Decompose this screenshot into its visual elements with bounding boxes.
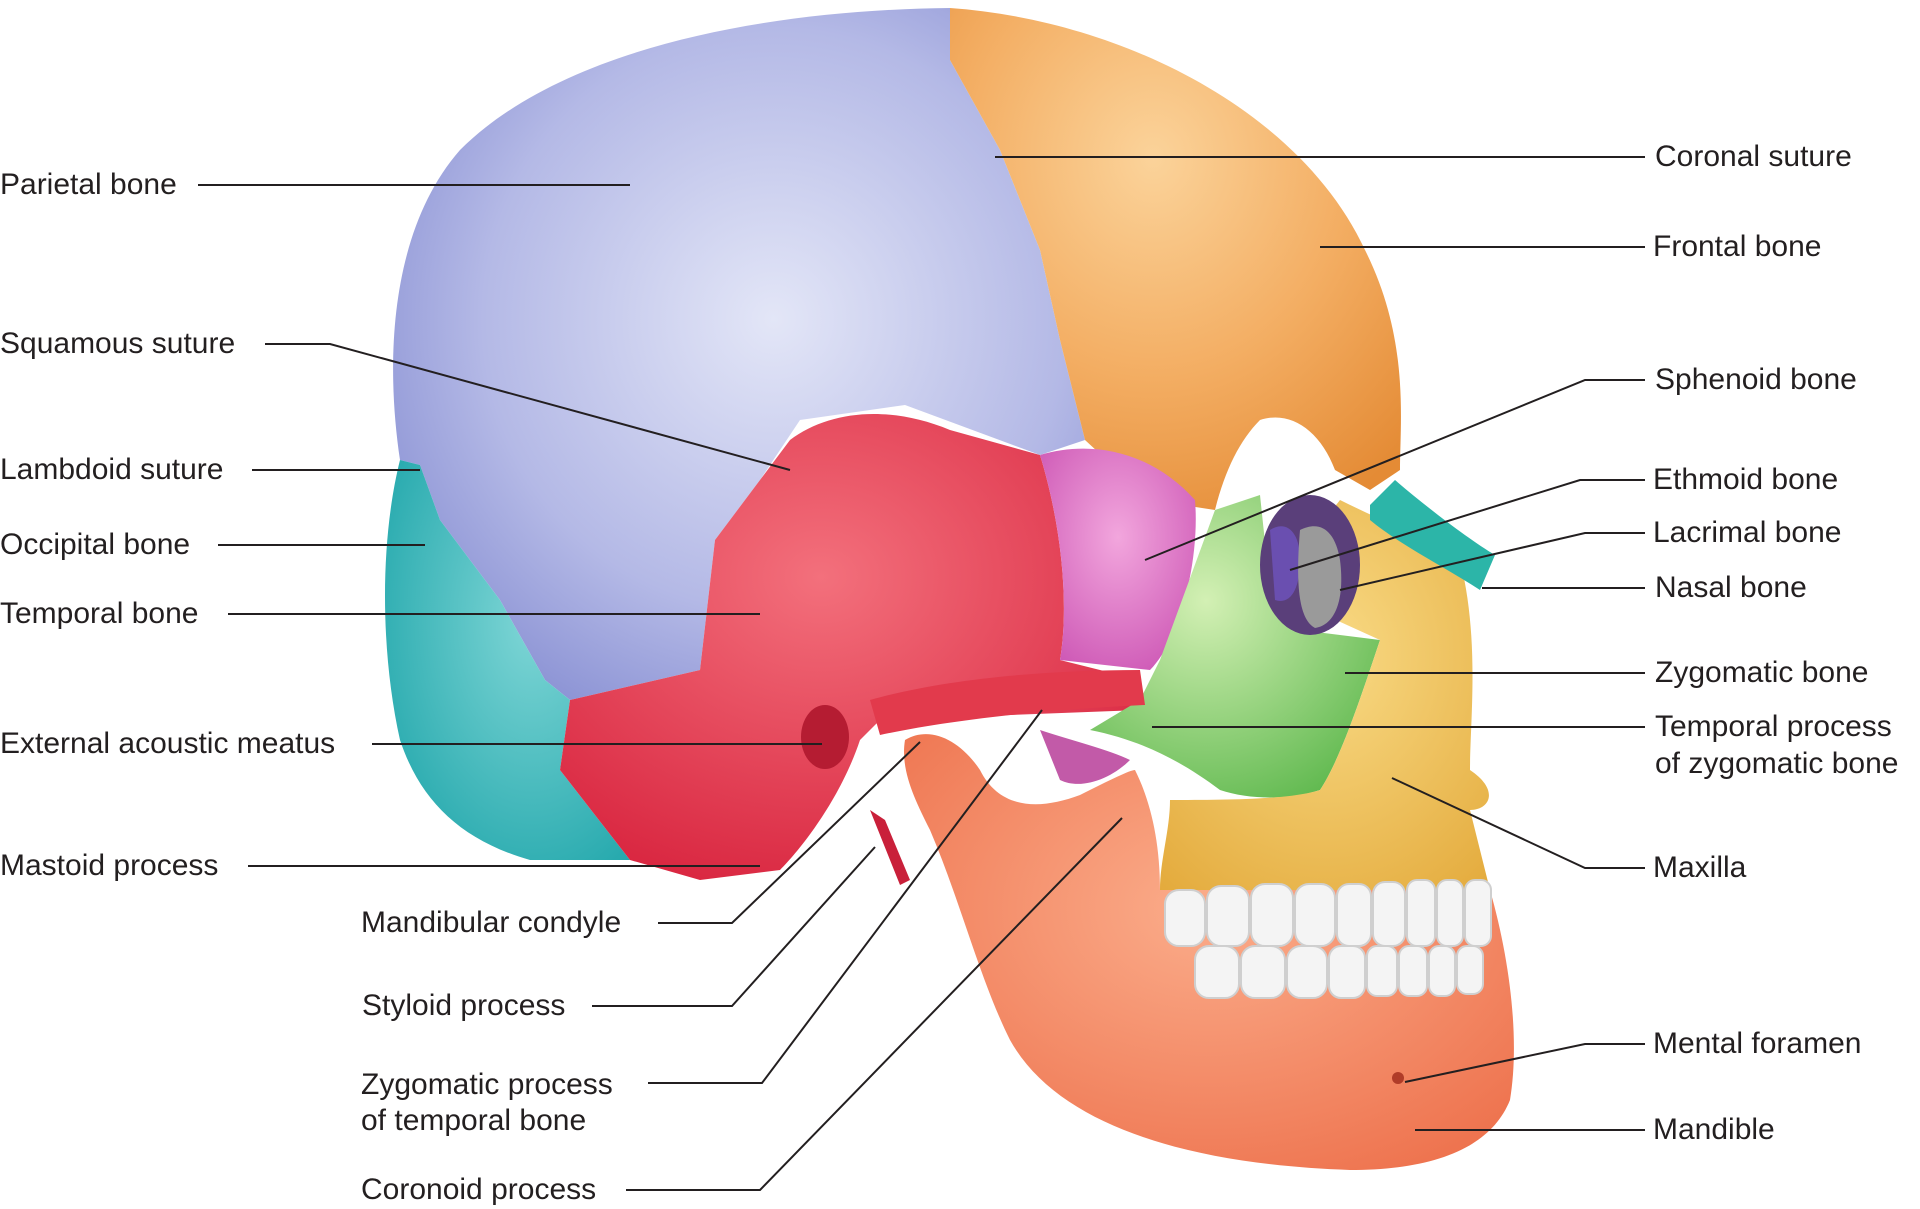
label-mandible: Mandible <box>1653 1113 1775 1146</box>
label-frontal-bone: Frontal bone <box>1653 230 1822 263</box>
label-mastoid-process: Mastoid process <box>0 849 219 882</box>
label-zygomatic-process-line2: of temporal bone <box>361 1104 587 1137</box>
styloid-spike <box>870 810 910 885</box>
label-coronoid-process: Coronoid process <box>361 1173 597 1206</box>
label-coronal-suture: Coronal suture <box>1655 140 1852 173</box>
label-external-acoustic-meatus: External acoustic meatus <box>0 727 336 760</box>
label-temporal-process-line2: of zygomatic bone <box>1655 747 1899 780</box>
label-zygomatic-bone: Zygomatic bone <box>1655 656 1869 689</box>
label-mental-foramen: Mental foramen <box>1653 1027 1862 1060</box>
label-mandibular-condyle: Mandibular condyle <box>361 906 622 939</box>
label-nasal-bone: Nasal bone <box>1655 571 1807 604</box>
label-lacrimal-bone: Lacrimal bone <box>1653 516 1842 549</box>
label-sphenoid-bone: Sphenoid bone <box>1655 363 1857 396</box>
acoustic-meatus-opening <box>801 705 849 769</box>
teeth <box>1165 880 1491 998</box>
label-parietal-bone: Parietal bone <box>0 168 177 201</box>
label-ethmoid-bone: Ethmoid bone <box>1653 463 1839 496</box>
label-styloid-process: Styloid process <box>362 989 566 1022</box>
label-squamous-suture: Squamous suture <box>0 327 236 360</box>
label-maxilla: Maxilla <box>1653 851 1747 884</box>
sphenoid-lower-region <box>1040 730 1130 784</box>
label-lambdoid-suture: Lambdoid suture <box>0 453 224 486</box>
label-temporal-process-line1: Temporal process <box>1655 710 1892 743</box>
mental-foramen-dot <box>1392 1072 1404 1084</box>
label-occipital-bone: Occipital bone <box>0 528 191 561</box>
label-temporal-bone: Temporal bone <box>0 597 199 630</box>
label-zygomatic-process-line1: Zygomatic process <box>361 1068 613 1101</box>
